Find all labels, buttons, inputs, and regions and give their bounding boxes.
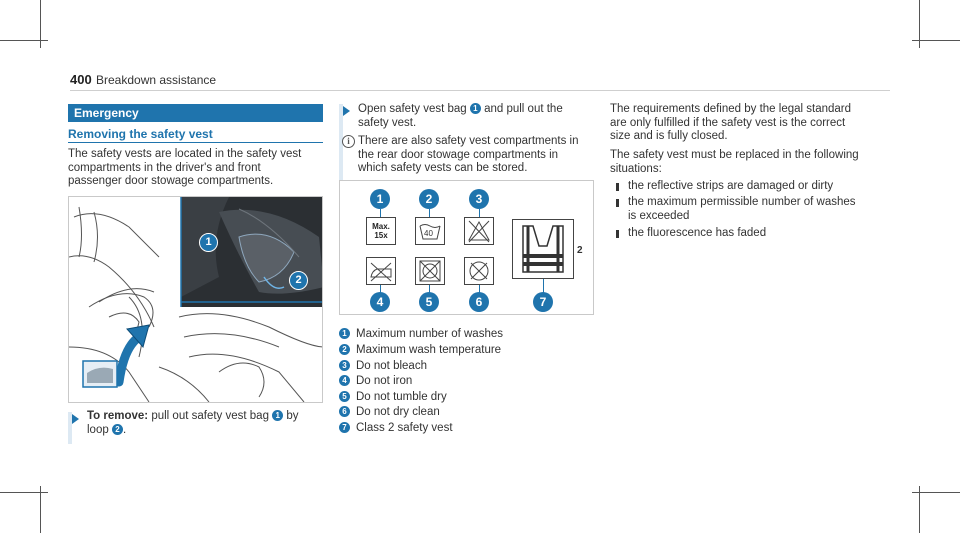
section-title: Emergency xyxy=(68,104,323,122)
connector-line xyxy=(380,209,381,217)
crop-mark xyxy=(0,40,48,41)
symbol-callout-7: 7 xyxy=(533,292,553,312)
no-bleach-icon xyxy=(464,217,494,245)
subsection-title: Removing the safety vest xyxy=(68,127,213,141)
replacement-paragraph: The safety vest must be replaced in the following situations: xyxy=(610,149,859,175)
symbol-callout-5: 5 xyxy=(419,292,439,312)
connector-line xyxy=(429,209,430,217)
crop-mark xyxy=(912,492,960,493)
door-illustration-svg xyxy=(69,197,323,403)
intro-paragraph: The safety vests are located in the safety vest compartments in the driver's and front passenger door stowage compartments. xyxy=(68,148,302,187)
legend-item: 3 Do not bleach xyxy=(339,359,427,373)
info-icon: i xyxy=(342,135,355,148)
wash-temperature-icon: 40 xyxy=(415,217,445,245)
crop-mark xyxy=(0,492,48,493)
bullet-marker xyxy=(616,230,619,238)
legend-item: 2 Maximum wash temperature xyxy=(339,343,501,357)
image-callout-1: 1 xyxy=(199,233,218,252)
bullet-item: the reflective strips are damaged or dirty xyxy=(628,180,834,192)
image-callout-2: 2 xyxy=(289,271,308,290)
requirements-paragraph: The requirements defined by the legal standard are only fulfilled if the safety vest is the correct size and is fully closed. xyxy=(610,103,852,142)
symbol-callout-2: 2 xyxy=(419,189,439,209)
step-arrow-icon xyxy=(72,414,79,424)
class-2-vest-icon xyxy=(512,219,583,279)
care-symbols-diagram xyxy=(339,180,594,315)
bullet-marker xyxy=(616,183,619,191)
inline-callout-1: 1 xyxy=(272,410,283,421)
symbol-callout-3: 3 xyxy=(469,189,489,209)
inline-callout-1: 1 xyxy=(470,103,481,114)
symbol-callout-6: 6 xyxy=(469,292,489,312)
legend-item: 5 Do not tumble dry xyxy=(339,390,447,404)
connector-line xyxy=(479,209,480,217)
vest-class-label: 2 xyxy=(577,245,583,256)
bullet-item: the maximum permissible number of washes is exceeded xyxy=(628,196,856,222)
pull-arrow-icon xyxy=(119,337,139,382)
page-header-title: Breakdown assistance xyxy=(96,73,217,87)
max-washes-icon: Max. 15x xyxy=(366,217,396,245)
legend-item: 6 Do not dry clean xyxy=(339,405,440,419)
crop-mark xyxy=(919,486,920,533)
crop-mark xyxy=(40,486,41,533)
header-divider xyxy=(70,90,890,91)
legend-item: 1 Maximum number of washes xyxy=(339,327,503,341)
no-tumble-dry-icon xyxy=(415,257,445,285)
info-note: There are also safety vest compartments in the rear door stowage compartments in which safety vests can be stored. xyxy=(358,135,579,174)
no-dry-clean-icon xyxy=(464,257,494,285)
crop-mark xyxy=(912,40,960,41)
symbol-callout-4: 4 xyxy=(370,292,390,312)
door-compartment-illustration xyxy=(68,196,323,403)
connector-line xyxy=(543,279,544,293)
symbol-callout-1: 1 xyxy=(370,189,390,209)
legend-item: 7 Class 2 safety vest xyxy=(339,421,453,435)
page-number: 400 xyxy=(70,72,92,87)
legend-item: 4 Do not iron xyxy=(339,374,412,388)
remove-step-text: To remove: pull out safety vest bag 1 by loop 2 . xyxy=(87,410,299,436)
bullet-item: the fluorescence has faded xyxy=(628,227,767,239)
open-step-text: Open safety vest bag 1 and pull out the safety vest. xyxy=(358,103,563,129)
bullet-marker xyxy=(616,199,619,207)
inline-callout-2: 2 xyxy=(112,424,123,435)
no-iron-icon xyxy=(366,257,396,285)
subsection-underline xyxy=(68,142,323,143)
step-arrow-icon xyxy=(343,106,350,116)
